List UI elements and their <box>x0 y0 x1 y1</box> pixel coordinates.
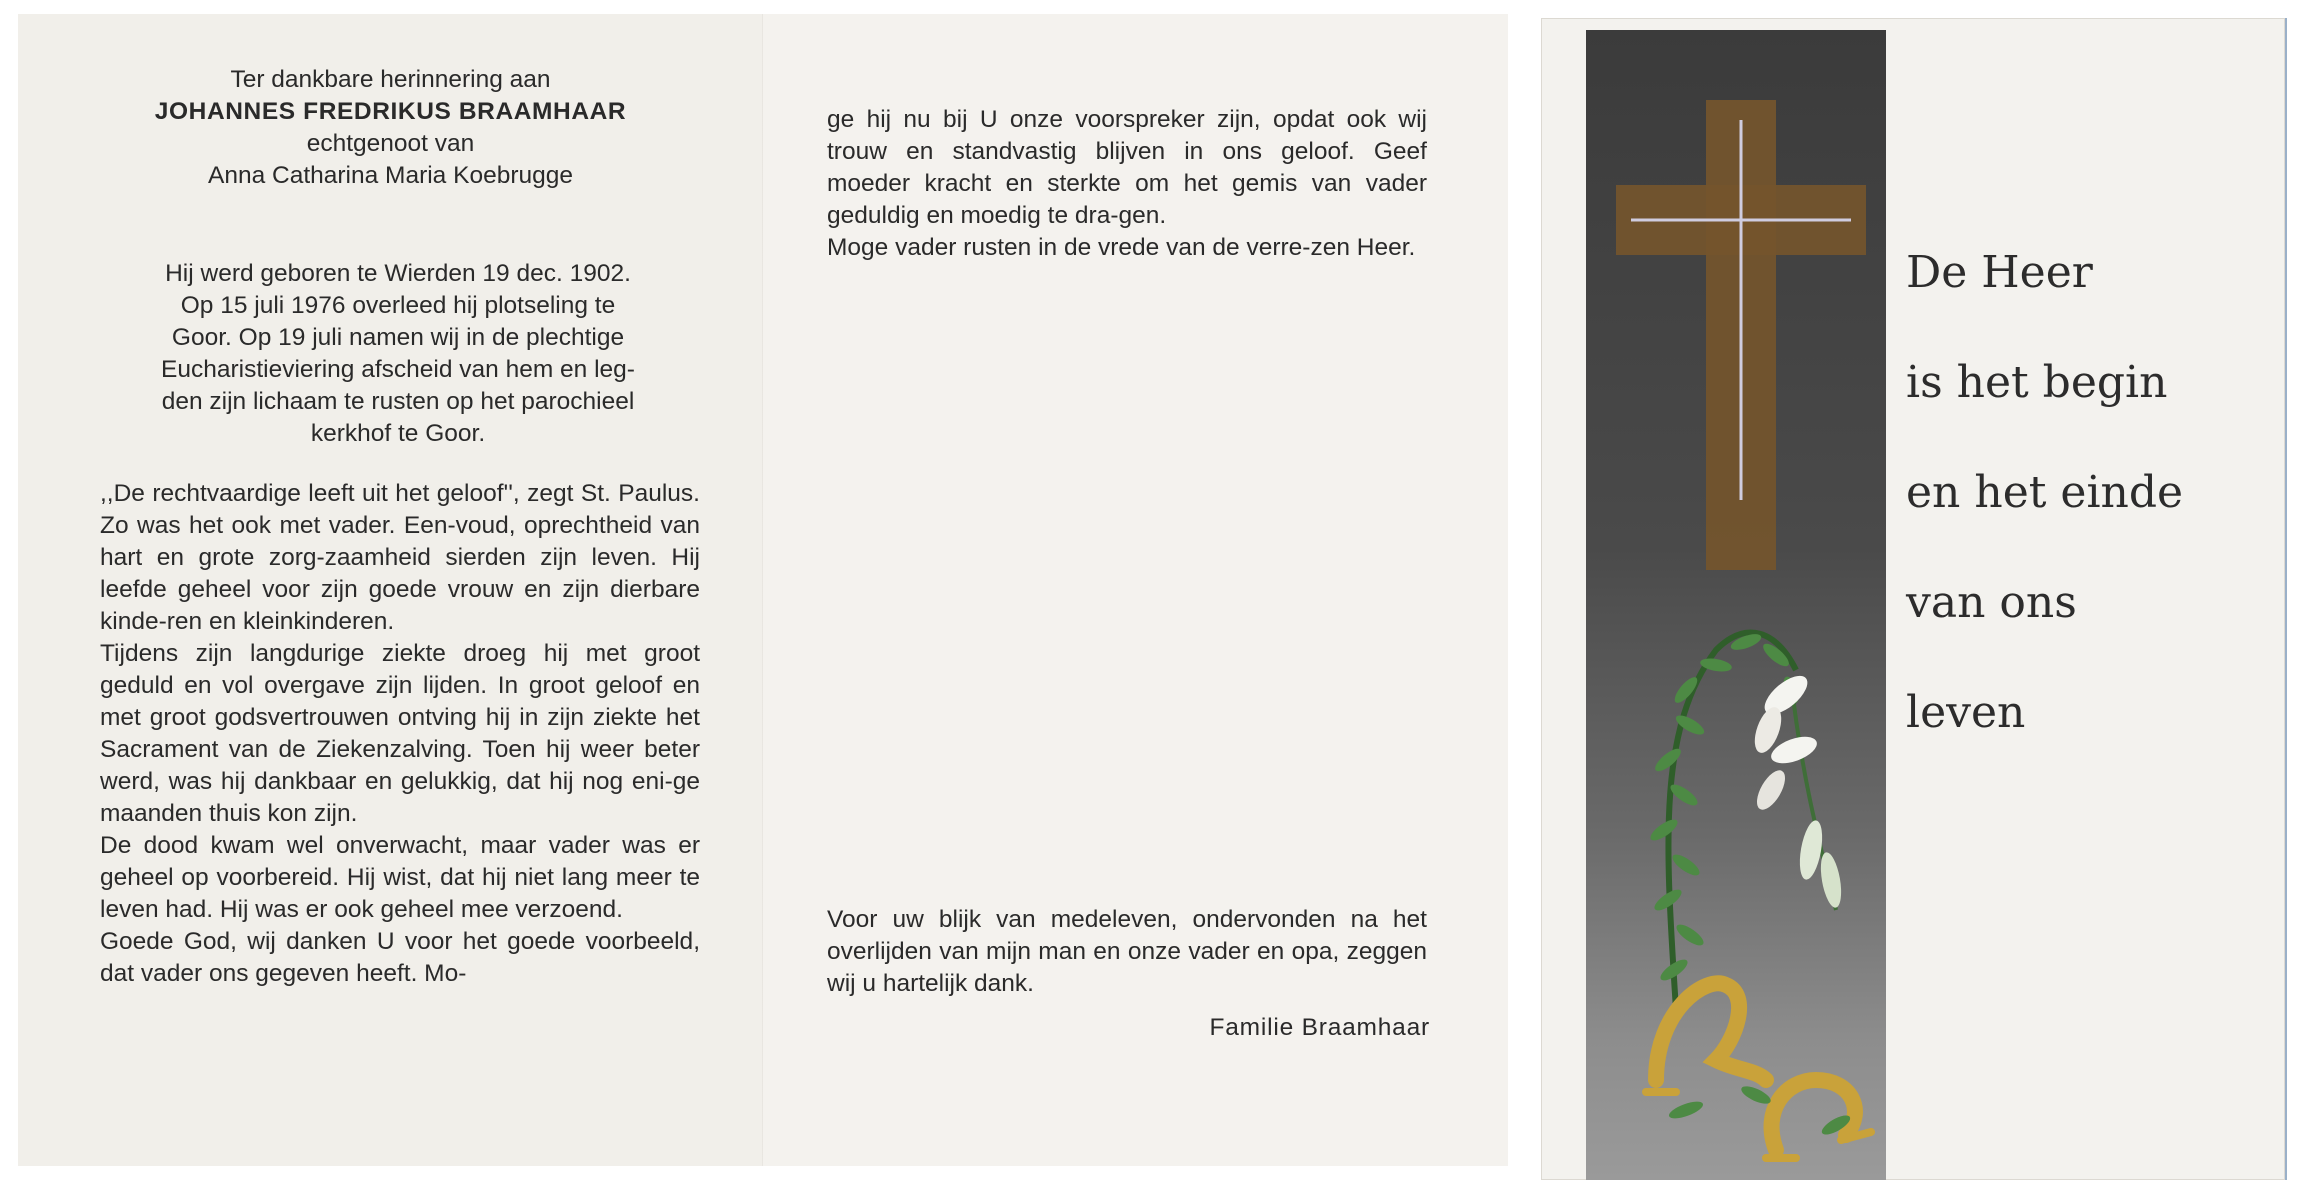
spouse-label: echtgenoot van <box>306 130 475 157</box>
cover-line: en het einde <box>1906 467 2184 518</box>
bio-line: den zijn lichaam te rusten op het parochieel <box>161 388 635 415</box>
family-signature: Familie Braamhaar <box>1209 1014 1430 1041</box>
biography-block <box>58 258 738 450</box>
bio-line: Op 15 juli 1976 overleed hij plotseling te <box>180 292 616 319</box>
intro-header <box>18 64 763 192</box>
intro-line: Ter dankbare herinnering aan <box>230 66 551 93</box>
deceased-name: JOHANNES FREDRIKUS BRAAMHAAR <box>154 98 627 125</box>
cover-line: De Heer <box>1906 247 2093 298</box>
grass-leaves-icon <box>1667 1083 1853 1138</box>
memorial-text <box>100 478 700 990</box>
cover-illustration <box>1586 30 1886 1180</box>
paragraph: Goede God, wij danken U voor het goede voorbeeld, dat vader ons gegeven heeft. Mo- <box>100 928 700 987</box>
cover-line: is het begin <box>1906 357 2168 408</box>
paragraph: De dood kwam wel onverwacht, maar vader was er geheel op voorbereid. Hij wist, dat hij niet lang meer te leven had. Hij was er ook geheel mee verzoend. <box>100 832 700 923</box>
thanks-paragraph: Voor uw blijk van medeleven, ondervonden na het overlijden van mijn man en onze vader en opa, zeggen wij u hartelijk dank. <box>827 906 1427 997</box>
paragraph: ge hij nu bij U onze voorspreker zijn, opdat ook wij trouw en standvastig blijven in ons geloof. Geef moeder kracht en sterkte om het gemis van vader geduldig en moedig te dra-gen. <box>827 106 1427 229</box>
bio-line: Eucharistieviering afscheid van hem en leg- <box>161 356 635 383</box>
card-front-cover <box>1541 18 2285 1180</box>
paragraph: ,,De rechtvaardige leeft uit het geloof'', zegt St. Paulus. Zo was het ook met vader. Een-voud, oprechtheid van hart en grote zorg-zaamheid sierden zijn leven. Hij leefde geheel voor zijn goede vrouw en zijn dierbare kinde-ren en kleinkinderen. <box>100 480 700 635</box>
thanks-text <box>827 904 1427 1000</box>
prayer-text <box>827 104 1427 264</box>
spouse-name: Anna Catharina Maria Koebrugge <box>207 162 573 189</box>
cover-line: leven <box>1906 687 2026 738</box>
bio-line: Hij werd geboren te Wierden 19 dec. 1902. <box>165 260 631 287</box>
lily-flower-icon <box>1749 669 1844 910</box>
cover-verse <box>1906 218 2183 768</box>
left-inner-page <box>18 14 763 1166</box>
alpha-symbol-icon <box>1646 983 1766 1092</box>
cross-icon <box>1616 100 1866 570</box>
bio-line: Goor. Op 19 juli namen wij in de plechtige <box>171 324 625 351</box>
right-inner-page <box>763 14 1508 1166</box>
cover-line: van ons <box>1906 577 2077 628</box>
bio-line: kerkhof te Goor. <box>310 420 486 447</box>
paragraph: Tijdens zijn langdurige ziekte droeg hij met groot geduld en vol overgave zijn lijden. In groot geloof en met groot godsvertrouwen ontving hij in zijn ziekte het Sacrament van de Ziekenzalving. Toen hij weer beter werd, was hij dankbaar en gelukkig, dat hij nog eni-ge maanden thuis kon zijn. <box>100 640 700 827</box>
opened-card-inner <box>18 14 1508 1166</box>
omega-symbol-icon <box>1766 1080 1871 1158</box>
paragraph: Moge vader rusten in de vrede van de verre-zen Heer. <box>827 234 1416 261</box>
